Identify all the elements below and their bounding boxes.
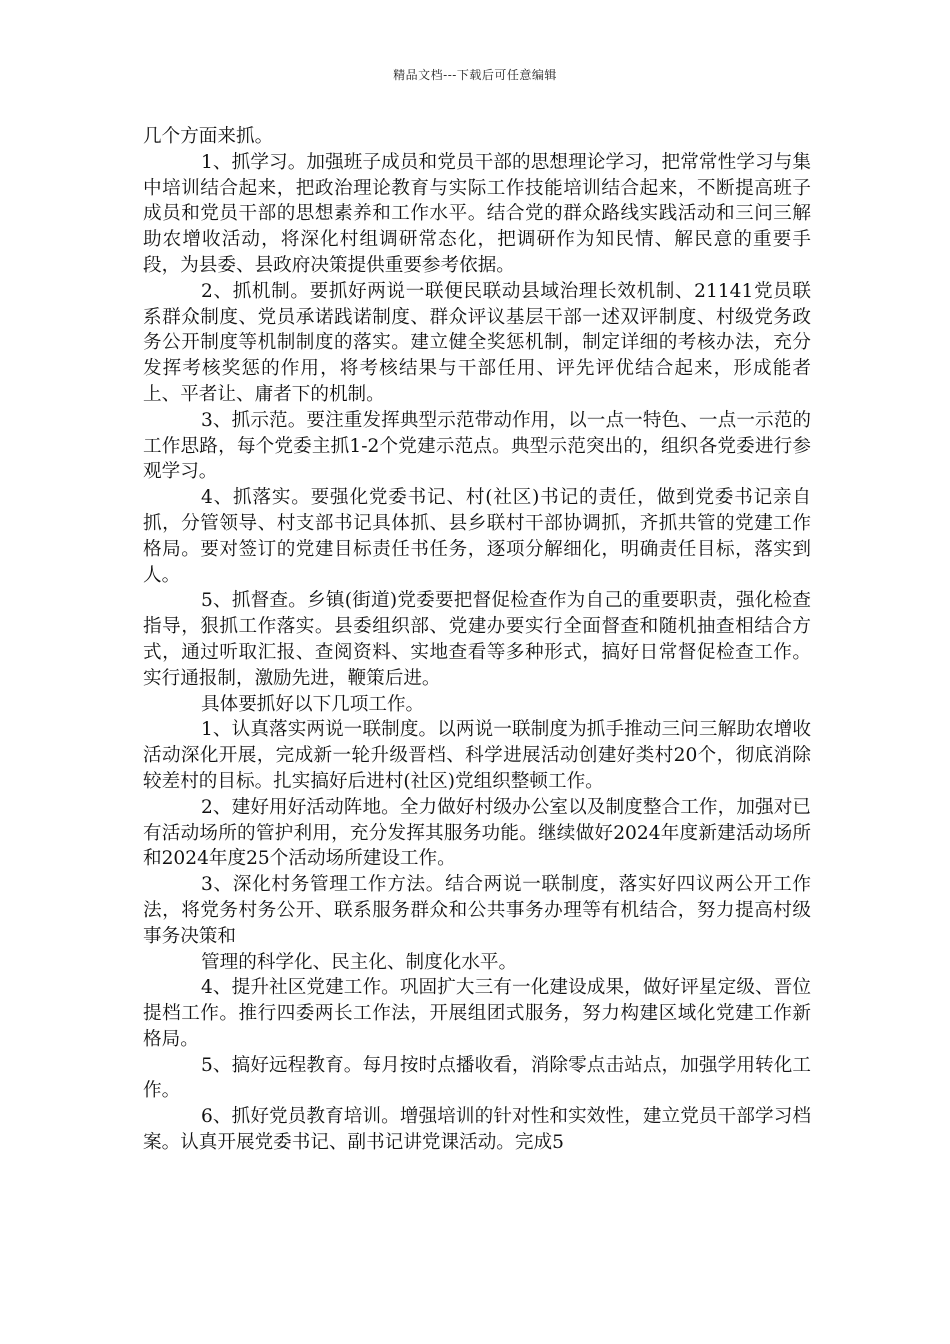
document-body bbox=[143, 124, 811, 1156]
paragraph: 4、提升社区党建工作。巩固扩大三有一化建设成果，做好评星定级、晋位提档工作。推行四委两长工作法，开展组团式服务，努力构建区域化党建工作新格局。 bbox=[143, 977, 811, 1050]
paragraph: 2、建好用好活动阵地。全力做好村级办公室以及制度整合工作，加强对已有活动场所的管护利用，充分发挥其服务功能。继续做好2024年度新建活动场所和2024年度25个活动场所建设工作。 bbox=[143, 796, 811, 870]
paragraph: 1、认真落实两说一联制度。以两说一联制度为抓手推动三问三解助农增收活动深化开展，完成新一轮升级晋档、科学进展活动创建好类村20个，彻底消除较差村的目标。扎实搞好后进村(社区)党组织整顿工作。 bbox=[143, 719, 811, 792]
paragraph: 3、抓示范。要注重发挥典型示范带动作用，以一点一特色、一点一示范的工作思路，每个党委主抓1-2个党建示范点。典型示范突出的，组织各党委进行参观学习。 bbox=[143, 409, 811, 483]
paragraph: 几个方面来抓。 bbox=[143, 126, 274, 147]
paragraph: 5、抓督查。乡镇(街道)党委要把督促检查作为自己的重要职责，强化检查指导，狠抓工作落实。县委组织部、党建办要实行全面督查和随机抽查相结合方式，通过听取汇报、查阅资料、实地查看等多种形式，搞好日常督促检查工作。实行通报制，激励先进，鞭策后进。 bbox=[143, 590, 811, 689]
paragraph: 4、抓落实。要强化党委书记、村(社区)书记的责任，做到党委书记亲自抓，分管领导、村支部书记具体抓、县乡联村干部协调抓，齐抓共管的党建工作格局。要对签订的党建目标责任书任务，逐项分解细化，明确责任目标，落实到人。 bbox=[143, 487, 811, 586]
paragraph: 2、抓机制。要抓好两说一联便民联动县域治理长效机制、21141党员联系群众制度、党员承诺践诺制度、群众评议基层干部一述双评制度、村级党务政务公开制度等机制制度的落实。建立健全奖惩机制，制定详细的考核办法，充分发挥考核奖惩的作用，将考核结果与干部任用、评先评优结合起来，形成能者上、平者让、庸者下的机制。 bbox=[143, 280, 811, 405]
page-header: 精品文档---下载后可任意编辑 bbox=[393, 68, 557, 82]
paragraph: 管理的科学化、民主化、制度化水平。 bbox=[201, 951, 518, 973]
paragraph: 5、搞好远程教育。每月按时点播收看，消除零点击站点，加强学用转化工作。 bbox=[143, 1054, 811, 1102]
paragraph: 6、抓好党员教育培训。增强培训的针对性和实效性，建立党员干部学习档案。认真开展党委书记、副书记讲党课活动。完成5 bbox=[143, 1106, 811, 1154]
paragraph: 具体要抓好以下几项工作。 bbox=[201, 693, 425, 715]
paragraph: 3、深化村务管理工作方法。结合两说一联制度，落实好四议两公开工作法，将党务村务公开、联系服务群众和公共事务办理等有机结合，努力提高村级事务决策和 bbox=[143, 874, 811, 947]
paragraph: 1、抓学习。加强班子成员和党员干部的思想理论学习，把常常性学习与集中培训结合起来，把政治理论教育与实际工作技能培训结合起来，不断提高班子成员和党员干部的思想素养和工作水平。结合党的群众路线实践活动和三问三解助农增收活动，将深化村组调研常态化，把调研作为知民情、解民意的重要手段，为县委、县政府决策提供重要参考依据。 bbox=[143, 151, 811, 276]
